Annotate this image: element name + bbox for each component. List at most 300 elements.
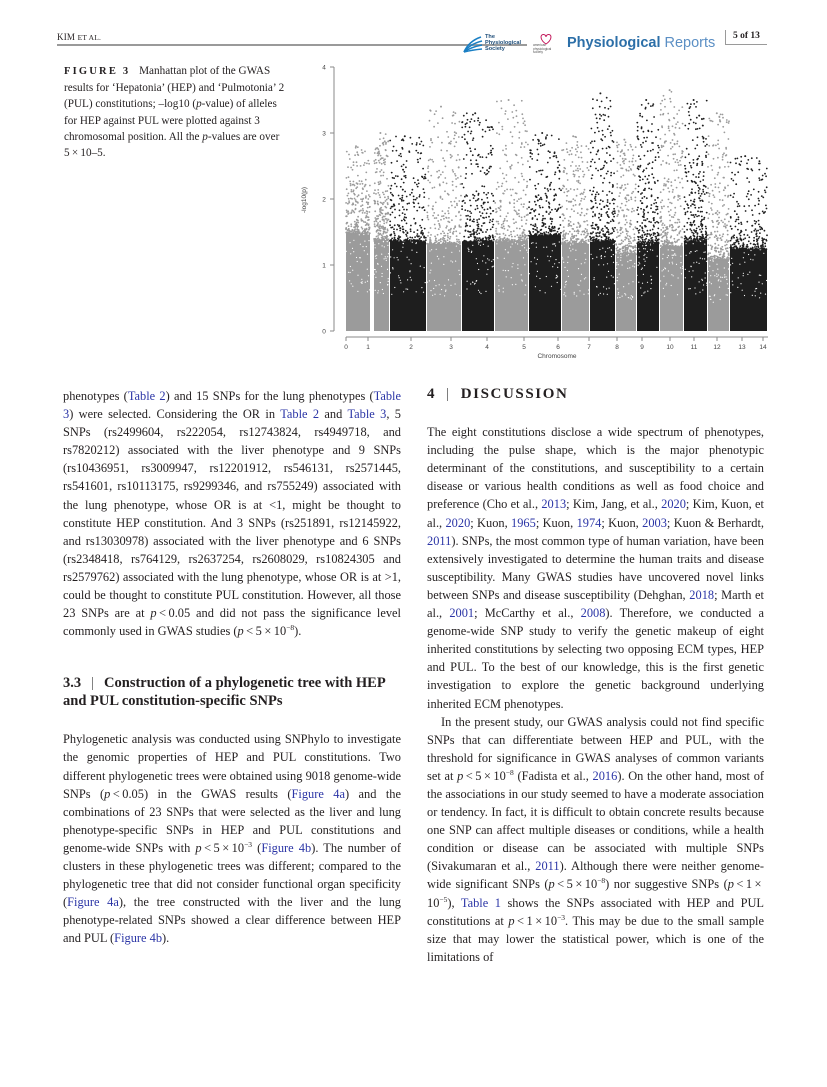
snp-point [677,121,679,123]
snp-point [728,221,730,223]
snp-point [648,103,650,105]
block-gap-speckle [536,243,537,244]
snp-point [703,240,705,242]
block-gap-speckle [752,295,753,296]
snp-point [701,234,703,236]
block-gap-speckle [624,293,625,294]
reference-link[interactable]: 2016 [592,768,618,783]
block-gap-speckle [350,266,351,267]
block-gap-speckle [497,257,498,258]
block-gap-speckle [483,255,484,256]
reference-link[interactable]: 2018 [689,587,715,602]
snp-point [755,221,757,223]
snp-point [699,229,701,231]
snp-point [610,160,612,162]
snp-point [657,228,659,230]
reference-link[interactable]: Table 1 [460,895,501,910]
snp-point [482,136,484,138]
snp-point [639,115,641,117]
snp-point [652,239,654,241]
snp-point [458,166,460,168]
text-run: < 5 × 10 [201,840,245,855]
snp-point [688,115,690,117]
snp-point [353,181,355,183]
snp-point [723,252,725,254]
snp-point [463,236,465,238]
snp-point [404,214,406,216]
snp-point [391,162,393,164]
snp-point [467,230,469,232]
snp-point [440,174,442,176]
snp-point [485,174,487,176]
snp-point [584,189,586,191]
snp-point [383,227,385,229]
snp-point [434,236,436,238]
block-gap-speckle [691,266,692,267]
snp-point [518,137,520,139]
snp-point [585,145,587,147]
snp-point [665,227,667,229]
block-gap-speckle [387,256,388,257]
snp-point [624,249,626,251]
snp-point [610,132,612,134]
reference-link[interactable]: 2013 [541,497,567,512]
block-gap-speckle [512,284,513,285]
snp-point [441,215,443,217]
block-gap-speckle [750,250,751,251]
block-gap-speckle [651,279,652,280]
snp-point [577,168,579,170]
block-gap-speckle [598,294,599,295]
snp-point [380,209,382,211]
snp-point [581,242,583,244]
snp-point [586,213,588,215]
snp-point [381,169,383,171]
snp-point [368,224,370,226]
block-gap-speckle [552,266,553,267]
block-gap-speckle [448,279,449,280]
snp-point [666,237,668,239]
block-gap-speckle [720,299,721,300]
reference-link[interactable]: 1965 [511,515,536,530]
caption-italic: p [202,130,208,143]
reference-link[interactable]: 2011 [535,859,560,874]
snp-point [366,163,368,165]
snp-point [520,198,522,200]
snp-point [559,170,561,172]
snp-point [648,221,650,223]
snp-point [529,232,531,234]
snp-point [469,219,471,221]
block-gap-speckle [617,280,618,281]
snp-point [521,142,523,144]
running-head [57,32,101,42]
snp-point [705,232,707,234]
block-gap-speckle [378,243,379,244]
block-gap-speckle [671,285,672,286]
snp-point [738,219,740,221]
snp-point [672,191,674,193]
reference-link[interactable]: Table 2 [127,389,166,403]
block-gap-speckle [681,273,682,274]
snp-point [432,208,434,210]
snp-point [437,234,439,236]
snp-point [748,205,750,207]
snp-point [678,233,680,235]
snp-point [465,123,467,125]
snp-point [384,196,386,198]
block-gap-speckle [620,260,621,261]
snp-point [571,147,573,149]
reference-link[interactable]: Figure 4a [67,895,119,910]
snp-point [498,133,500,135]
snp-point [661,125,663,127]
snp-point [738,243,740,245]
snp-point [557,167,559,169]
snp-point [711,203,713,205]
snp-point [577,188,579,190]
snp-point [719,234,721,236]
peak-snp-point [355,145,357,147]
snp-point [656,221,658,223]
snp-point [727,234,729,236]
snp-point [720,249,722,251]
snp-point [450,141,452,143]
running-head-etal: ET AL. [77,33,102,42]
snp-point [384,140,386,142]
block-gap-speckle [709,266,710,267]
snp-point [553,234,555,236]
block-gap-speckle [755,295,756,296]
block-gap-speckle [458,270,459,271]
snp-point [741,248,743,250]
block-gap-speckle [706,261,707,262]
reference-link[interactable]: Figure 4b [114,931,163,946]
snp-point [514,236,516,238]
snp-point [526,240,528,242]
physiological-society-logo[interactable] [463,33,523,55]
snp-point [451,155,453,157]
snp-point [447,239,449,241]
reference-link[interactable]: 2011 [427,533,452,548]
snp-point [420,231,422,233]
snp-point [399,198,401,200]
block-gap-speckle [704,258,705,259]
block-gap-speckle [361,279,362,280]
italic-text: p [237,624,244,639]
snp-point [369,211,371,213]
snp-point [529,201,531,203]
snp-point [635,146,637,148]
snp-point [597,232,599,234]
aps-logo[interactable] [533,33,561,55]
block-gap-speckle [560,289,561,290]
snp-point [762,197,764,199]
snp-point [419,194,421,196]
block-gap-speckle [435,285,436,286]
block-gap-speckle [759,297,760,298]
snp-point [538,234,540,236]
block-gap-speckle [703,284,704,285]
snp-point [375,159,377,161]
snp-point [762,211,764,213]
snp-point [376,171,378,173]
snp-point [666,233,668,235]
snp-point [572,240,574,242]
snp-point [560,224,562,226]
block-gap-speckle [480,245,481,246]
snp-point [685,168,687,170]
snp-point [639,166,641,168]
snp-point [728,208,730,210]
snp-point [627,149,629,151]
snp-point [511,164,513,166]
snp-point [419,143,421,145]
snp-point [606,147,608,149]
snp-point [629,161,631,163]
snp-point [756,157,758,159]
snp-point [566,142,568,144]
snp-point [567,179,569,181]
snp-point [374,217,376,219]
snp-point [686,175,688,177]
snp-point [685,156,687,158]
reference-link[interactable]: Table 2 [280,407,320,422]
snp-point [367,207,369,209]
snp-point [734,244,736,246]
snp-point [622,248,624,250]
snp-point [748,236,750,238]
snp-point [595,224,597,226]
snp-point [484,202,486,204]
reference-link[interactable]: 1974 [576,515,602,530]
snp-point [671,185,673,187]
snp-point [482,167,484,169]
snp-point [653,232,655,234]
reference-link[interactable]: 2008 [580,606,606,621]
snp-point [737,229,739,231]
snp-point [602,134,604,136]
snp-point [389,240,391,242]
snp-point [522,235,524,237]
snp-point [385,190,387,192]
block-gap-speckle [674,253,675,254]
block-gap-speckle [359,234,360,235]
block-gap-speckle [601,258,602,259]
snp-point [429,120,431,122]
block-gap-speckle [631,260,632,261]
snp-point [350,185,352,187]
snp-point [463,187,465,189]
reference-link[interactable]: 2003 [642,515,667,530]
snp-point [601,208,603,210]
snp-point [562,220,564,222]
snp-point [700,223,702,225]
snp-point [410,225,412,227]
snp-point [610,221,612,223]
block-gap-speckle [557,282,558,283]
snp-point [582,240,584,242]
reference-link[interactable]: 2001 [449,606,475,621]
snp-point [504,218,506,220]
snp-point [738,223,740,225]
snp-point [585,240,587,242]
snp-point [434,187,436,189]
block-gap-speckle [627,261,628,262]
snp-point [480,215,482,217]
block-gap-speckle [643,255,644,256]
snp-point [411,240,413,242]
snp-point [587,224,589,226]
snp-point [351,229,353,231]
snp-point [717,172,719,174]
snp-point [696,164,698,166]
snp-point [374,221,376,223]
block-gap-speckle [574,293,575,294]
block-gap-speckle [367,269,368,270]
snp-point [399,236,401,238]
snp-point [762,246,764,248]
block-gap-speckle [695,251,696,252]
block-gap-speckle [403,291,404,292]
snp-point [657,243,659,245]
snp-point [631,211,633,213]
snp-point [426,212,428,214]
snp-point [694,192,696,194]
snp-point [450,143,452,145]
snp-point [596,240,598,242]
snp-point [434,113,436,115]
snp-point [454,225,456,227]
snp-point [383,202,385,204]
snp-point [510,189,512,191]
snp-point [617,150,619,152]
snp-point [724,241,726,243]
journal-name[interactable] [567,35,715,51]
snp-point [469,200,471,202]
snp-point [595,232,597,234]
block-gap-speckle [360,244,361,245]
block-gap-speckle [596,257,597,258]
snp-point [734,210,736,212]
block-gap-speckle [508,270,509,271]
block-gap-speckle [581,274,582,275]
block-gap-speckle [732,284,733,285]
reference-link[interactable]: Figure 4a [291,786,345,801]
snp-point [624,158,626,160]
snp-point [502,240,504,242]
reference-link[interactable]: Table 3 [63,389,401,422]
snp-point [571,153,573,155]
snp-point [353,189,355,191]
snp-point [711,169,713,171]
text-run: ). SNPs, the most common type of human variation, have been extensively investigated to determine the human traits and disease susceptibility. Many GWAS studies have uncovered novel links between SNPs and disease susceptibility (Dehghan, [427,533,764,602]
snp-point [460,175,462,177]
snp-point [611,212,613,214]
snp-point [554,208,556,210]
caption-text: -value) of alleles for HEP against PUL were plotted against 3 chromosomal position. All the [64,98,277,143]
journal-name-bold: Physiological [567,35,661,51]
snp-point [592,190,594,192]
block-gap-speckle [664,296,665,297]
snp-point [649,229,651,231]
snp-point [699,188,701,190]
block-gap-speckle [517,243,518,244]
block-gap-speckle [619,274,620,275]
block-gap-speckle [381,266,382,267]
snp-point [357,175,359,177]
block-gap-speckle [450,285,451,286]
snp-point [378,160,380,162]
snp-point [458,239,460,241]
snp-point [725,227,727,229]
snp-point [639,243,641,245]
snp-point [701,193,703,195]
snp-point [753,240,755,242]
snp-point [422,168,424,170]
snp-point [576,144,578,146]
block-gap-speckle [575,259,576,260]
snp-point [613,141,615,143]
snp-point [682,228,684,230]
snp-point [574,174,576,176]
text-run: ; Kuon, [470,515,512,530]
snp-point [518,213,520,215]
snp-point [345,232,347,234]
block-gap-speckle [663,254,664,255]
reference-link[interactable]: 2020 [445,515,471,530]
snp-point [654,181,656,183]
reference-link[interactable]: Table 3 [347,407,387,422]
snp-point [709,193,711,195]
snp-point [752,247,754,249]
snp-point [392,212,394,214]
reference-link[interactable]: 2020 [661,497,686,512]
snp-point [512,136,514,138]
snp-point [630,250,632,252]
snp-point [387,141,389,143]
snp-point [416,142,418,144]
snp-point [383,137,385,139]
snp-point [442,117,444,119]
snp-point [668,178,670,180]
snp-point [465,230,467,232]
snp-point [446,225,448,227]
italic-text: p [104,786,111,801]
block-gap-speckle [534,257,535,258]
snp-point [661,206,663,208]
snp-point [545,136,547,138]
snp-point [708,195,710,197]
snp-point [541,174,543,176]
block-gap-speckle [691,251,692,252]
snp-point [702,179,704,181]
block-gap-speckle [437,256,438,257]
snp-point [540,142,542,144]
snp-point [669,246,671,248]
reference-link[interactable]: Figure 4b [261,840,312,855]
snp-point [504,113,506,115]
snp-point [624,184,626,186]
snp-point [510,195,512,197]
snp-point [669,130,671,132]
block-gap-speckle [451,252,452,253]
snp-point [584,221,586,223]
superscript: −5 [439,894,448,904]
manhattan-plot-svg [296,58,776,368]
snp-point [571,208,573,210]
text-run: (Fadista et al., [513,768,593,783]
